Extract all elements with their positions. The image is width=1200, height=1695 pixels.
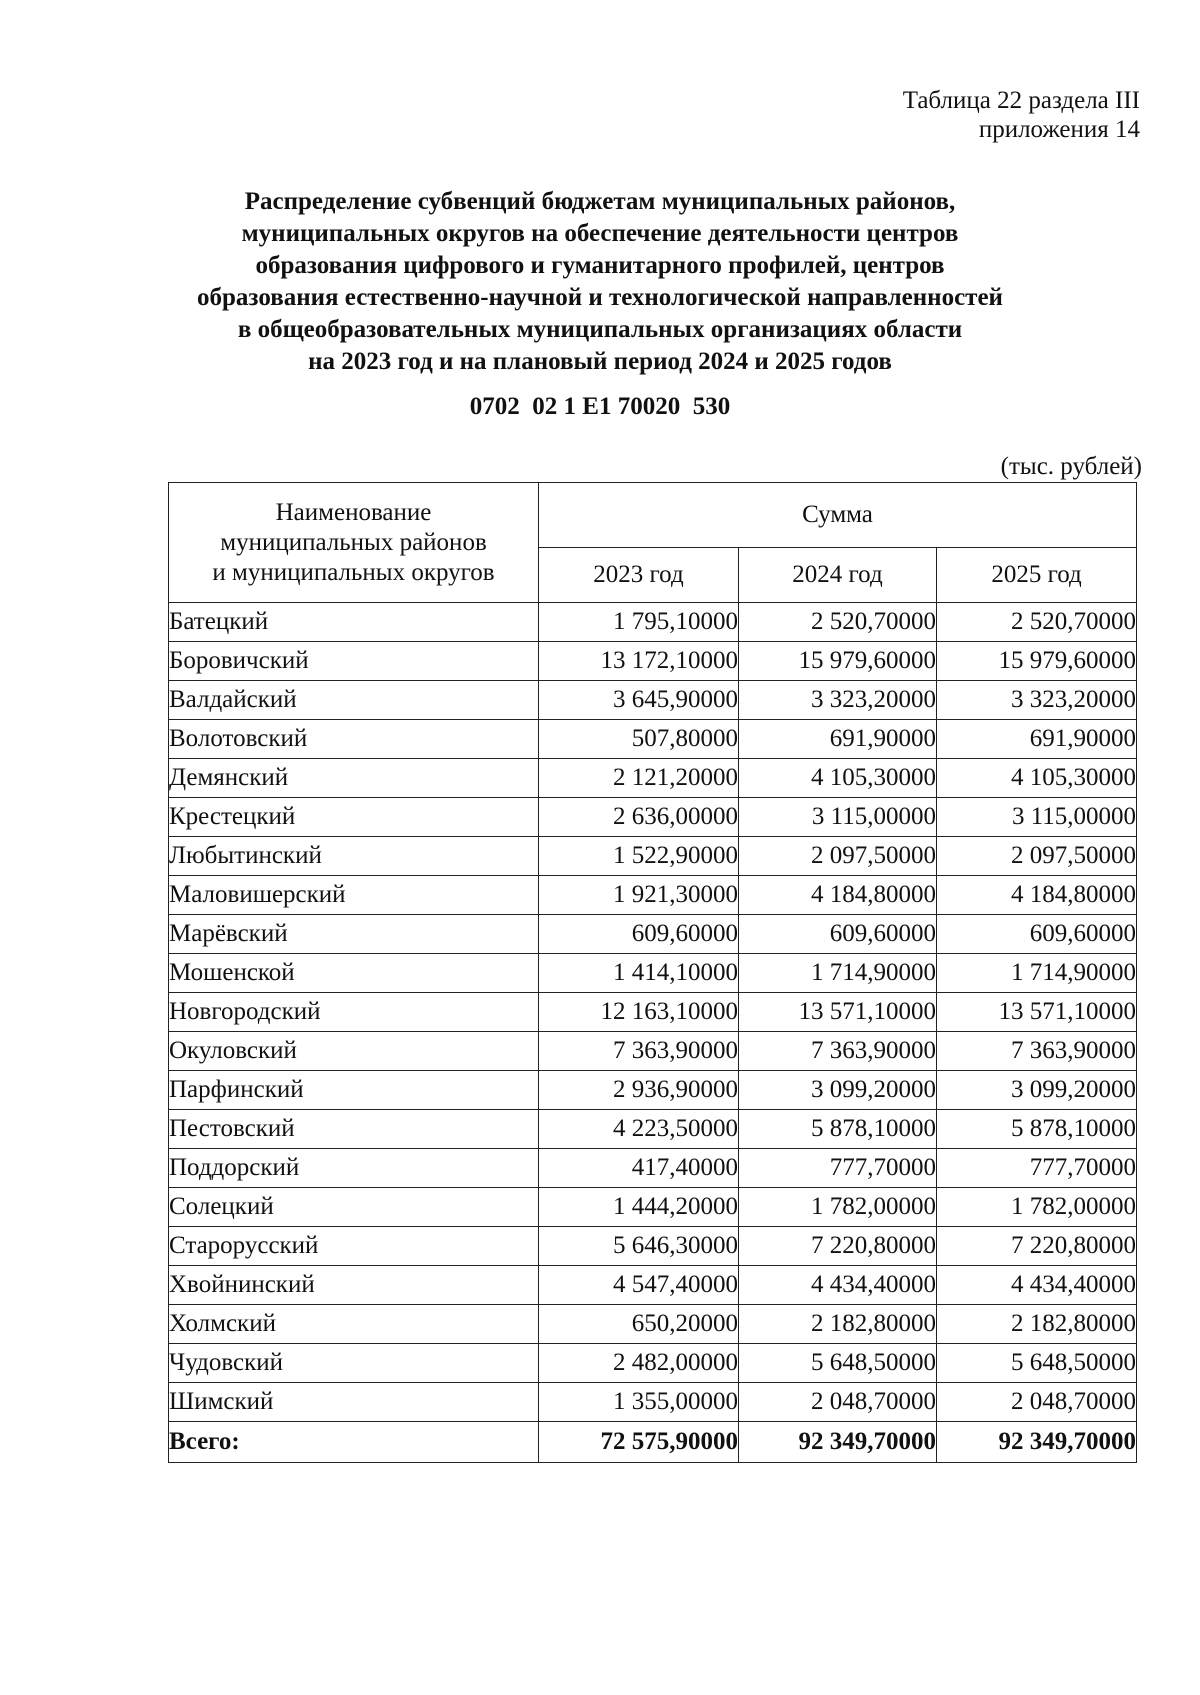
- amount-2024: 3 099,20000: [739, 1071, 937, 1110]
- amount-2023: 2 121,20000: [539, 759, 739, 798]
- amount-2023: 4 223,50000: [539, 1110, 739, 1149]
- district-name: Холмский: [169, 1305, 539, 1344]
- amount-2024: 2 182,80000: [739, 1305, 937, 1344]
- amount-2023: 1 795,10000: [539, 603, 739, 642]
- amount-2025: 7 220,80000: [937, 1227, 1137, 1266]
- amount-2024: 4 105,30000: [739, 759, 937, 798]
- district-name: Крестецкий: [169, 798, 539, 837]
- amount-2023: 2 636,00000: [539, 798, 739, 837]
- table-row: [169, 915, 1137, 954]
- amount-2023: 12 163,10000: [539, 993, 739, 1032]
- amount-2023: 1 414,10000: [539, 954, 739, 993]
- header-name-line: Наименование: [275, 498, 432, 526]
- amount-2024: 4 434,40000: [739, 1266, 937, 1305]
- district-name: Поддорский: [169, 1149, 539, 1188]
- header-year-2024: 2024 год: [739, 548, 937, 603]
- district-name: Мошенской: [169, 954, 539, 993]
- amount-2025: 2 520,70000: [937, 603, 1137, 642]
- amount-2025: 5 878,10000: [937, 1110, 1137, 1149]
- district-name: Окуловский: [169, 1032, 539, 1071]
- table-row: [169, 837, 1137, 876]
- budget-code: 0702 02 1 Е1 70020 530: [469, 393, 731, 420]
- amount-2025: 4 184,80000: [937, 876, 1137, 915]
- amount-2025: 3 099,20000: [937, 1071, 1137, 1110]
- amount-2025: 2 182,80000: [937, 1305, 1137, 1344]
- amount-2023: 13 172,10000: [539, 642, 739, 681]
- amount-2024: 1 782,00000: [739, 1188, 937, 1227]
- header-name-line: муниципальных районов: [220, 528, 487, 556]
- title-line: Распределение субвенций бюджетам муниципальных районов,: [244, 188, 956, 215]
- table-row: [169, 1110, 1137, 1149]
- district-name: Новгородский: [169, 993, 539, 1032]
- amount-2023: 2 936,90000: [539, 1071, 739, 1110]
- table-row: [169, 954, 1137, 993]
- amount-2025: 4 105,30000: [937, 759, 1137, 798]
- amount-2023: 609,60000: [539, 915, 739, 954]
- table-row: [169, 642, 1137, 681]
- total-row: [169, 1422, 1137, 1463]
- table-row: [169, 1266, 1137, 1305]
- table-row: [169, 798, 1137, 837]
- amount-2025: 7 363,90000: [937, 1032, 1137, 1071]
- table-row: [169, 1149, 1137, 1188]
- district-name: Парфинский: [169, 1071, 539, 1110]
- amount-2024: 2 097,50000: [739, 837, 937, 876]
- table-row: [169, 993, 1137, 1032]
- district-name: Чудовский: [169, 1344, 539, 1383]
- amount-2024: 7 220,80000: [739, 1227, 937, 1266]
- amount-2024: 3 323,20000: [739, 681, 937, 720]
- amount-2024: 2 048,70000: [739, 1383, 937, 1422]
- amount-2023: 1 522,90000: [539, 837, 739, 876]
- total-label: Всего:: [169, 1422, 539, 1463]
- amount-2023: 1 444,20000: [539, 1188, 739, 1227]
- amount-2024: 1 714,90000: [739, 954, 937, 993]
- district-name: Шимский: [169, 1383, 539, 1422]
- header-year-2023: 2023 год: [539, 548, 739, 603]
- table-row: [169, 1188, 1137, 1227]
- district-name: Маловишерский: [169, 876, 539, 915]
- units-label: (тыс. рублей): [1000, 453, 1142, 480]
- amount-2024: 15 979,60000: [739, 642, 937, 681]
- header-name: [169, 483, 539, 603]
- document-reference: [903, 86, 1140, 144]
- amount-2025: 691,90000: [937, 720, 1137, 759]
- table-row: [169, 876, 1137, 915]
- amount-2023: 507,80000: [539, 720, 739, 759]
- header-name-line: и муниципальных округов: [212, 558, 495, 586]
- header-sum: Сумма: [539, 483, 1137, 548]
- table-row: [169, 1032, 1137, 1071]
- district-name: Хвойнинский: [169, 1266, 539, 1305]
- total-2023: 72 575,90000: [539, 1422, 739, 1463]
- amount-2023: 4 547,40000: [539, 1266, 739, 1305]
- subvention-table: [168, 482, 1137, 1463]
- amount-2025: 777,70000: [937, 1149, 1137, 1188]
- district-name: Валдайский: [169, 681, 539, 720]
- title-line: в общеобразовательных муниципальных организациях области: [237, 316, 963, 343]
- amount-2023: 7 363,90000: [539, 1032, 739, 1071]
- table-row: [169, 603, 1137, 642]
- amount-2023: 1 921,30000: [539, 876, 739, 915]
- district-name: Старорусский: [169, 1227, 539, 1266]
- amount-2025: 5 648,50000: [937, 1344, 1137, 1383]
- district-name: Волотовский: [169, 720, 539, 759]
- table-row: [169, 1227, 1137, 1266]
- title-line: образования цифрового и гуманитарного профилей, центров: [255, 252, 945, 279]
- amount-2025: 609,60000: [937, 915, 1137, 954]
- amount-2024: 5 878,10000: [739, 1110, 937, 1149]
- amount-2024: 7 363,90000: [739, 1032, 937, 1071]
- document-title: [150, 186, 1050, 378]
- amount-2023: 5 646,30000: [539, 1227, 739, 1266]
- amount-2024: 13 571,10000: [739, 993, 937, 1032]
- amount-2023: 417,40000: [539, 1149, 739, 1188]
- amount-2025: 2 048,70000: [937, 1383, 1137, 1422]
- amount-2025: 2 097,50000: [937, 837, 1137, 876]
- district-name: Марёвский: [169, 915, 539, 954]
- total-2025: 92 349,70000: [937, 1422, 1137, 1463]
- table-row: [169, 1383, 1137, 1422]
- district-name: Батецкий: [169, 603, 539, 642]
- title-line: образования естественно-научной и технологической направленностей: [197, 284, 1003, 311]
- table-row: [169, 1305, 1137, 1344]
- amount-2025: 4 434,40000: [937, 1266, 1137, 1305]
- amount-2025: 3 115,00000: [937, 798, 1137, 837]
- amount-2024: 691,90000: [739, 720, 937, 759]
- amount-2025: 15 979,60000: [937, 642, 1137, 681]
- amount-2023: 3 645,90000: [539, 681, 739, 720]
- amount-2023: 650,20000: [539, 1305, 739, 1344]
- table-row: [169, 681, 1137, 720]
- amount-2024: 3 115,00000: [739, 798, 937, 837]
- amount-2025: 1 714,90000: [937, 954, 1137, 993]
- district-name: Солецкий: [169, 1188, 539, 1227]
- amount-2025: 1 782,00000: [937, 1188, 1137, 1227]
- amount-2025: 13 571,10000: [937, 993, 1137, 1032]
- table-row: [169, 1344, 1137, 1383]
- reference-table-number: Таблица 22 раздела III: [902, 87, 1140, 114]
- amount-2023: 2 482,00000: [539, 1344, 739, 1383]
- reference-appendix: приложения 14: [978, 116, 1140, 143]
- district-name: Пестовский: [169, 1110, 539, 1149]
- total-2024: 92 349,70000: [739, 1422, 937, 1463]
- title-line: на 2023 год и на плановый период 2024 и 2025 годов: [308, 348, 892, 375]
- district-name: Боровичский: [169, 642, 539, 681]
- table-row: [169, 720, 1137, 759]
- amount-2024: 5 648,50000: [739, 1344, 937, 1383]
- header-year-2025: 2025 год: [937, 548, 1137, 603]
- amount-2024: 777,70000: [739, 1149, 937, 1188]
- district-name: Демянский: [169, 759, 539, 798]
- amount-2024: 609,60000: [739, 915, 937, 954]
- amount-2024: 2 520,70000: [739, 603, 937, 642]
- amount-2025: 3 323,20000: [937, 681, 1137, 720]
- title-line: муниципальных округов на обеспечение деятельности центров: [241, 220, 959, 247]
- amount-2024: 4 184,80000: [739, 876, 937, 915]
- table-row: [169, 1071, 1137, 1110]
- amount-2023: 1 355,00000: [539, 1383, 739, 1422]
- district-name: Любытинский: [169, 837, 539, 876]
- table-row: [169, 759, 1137, 798]
- table-body: [169, 603, 1137, 1463]
